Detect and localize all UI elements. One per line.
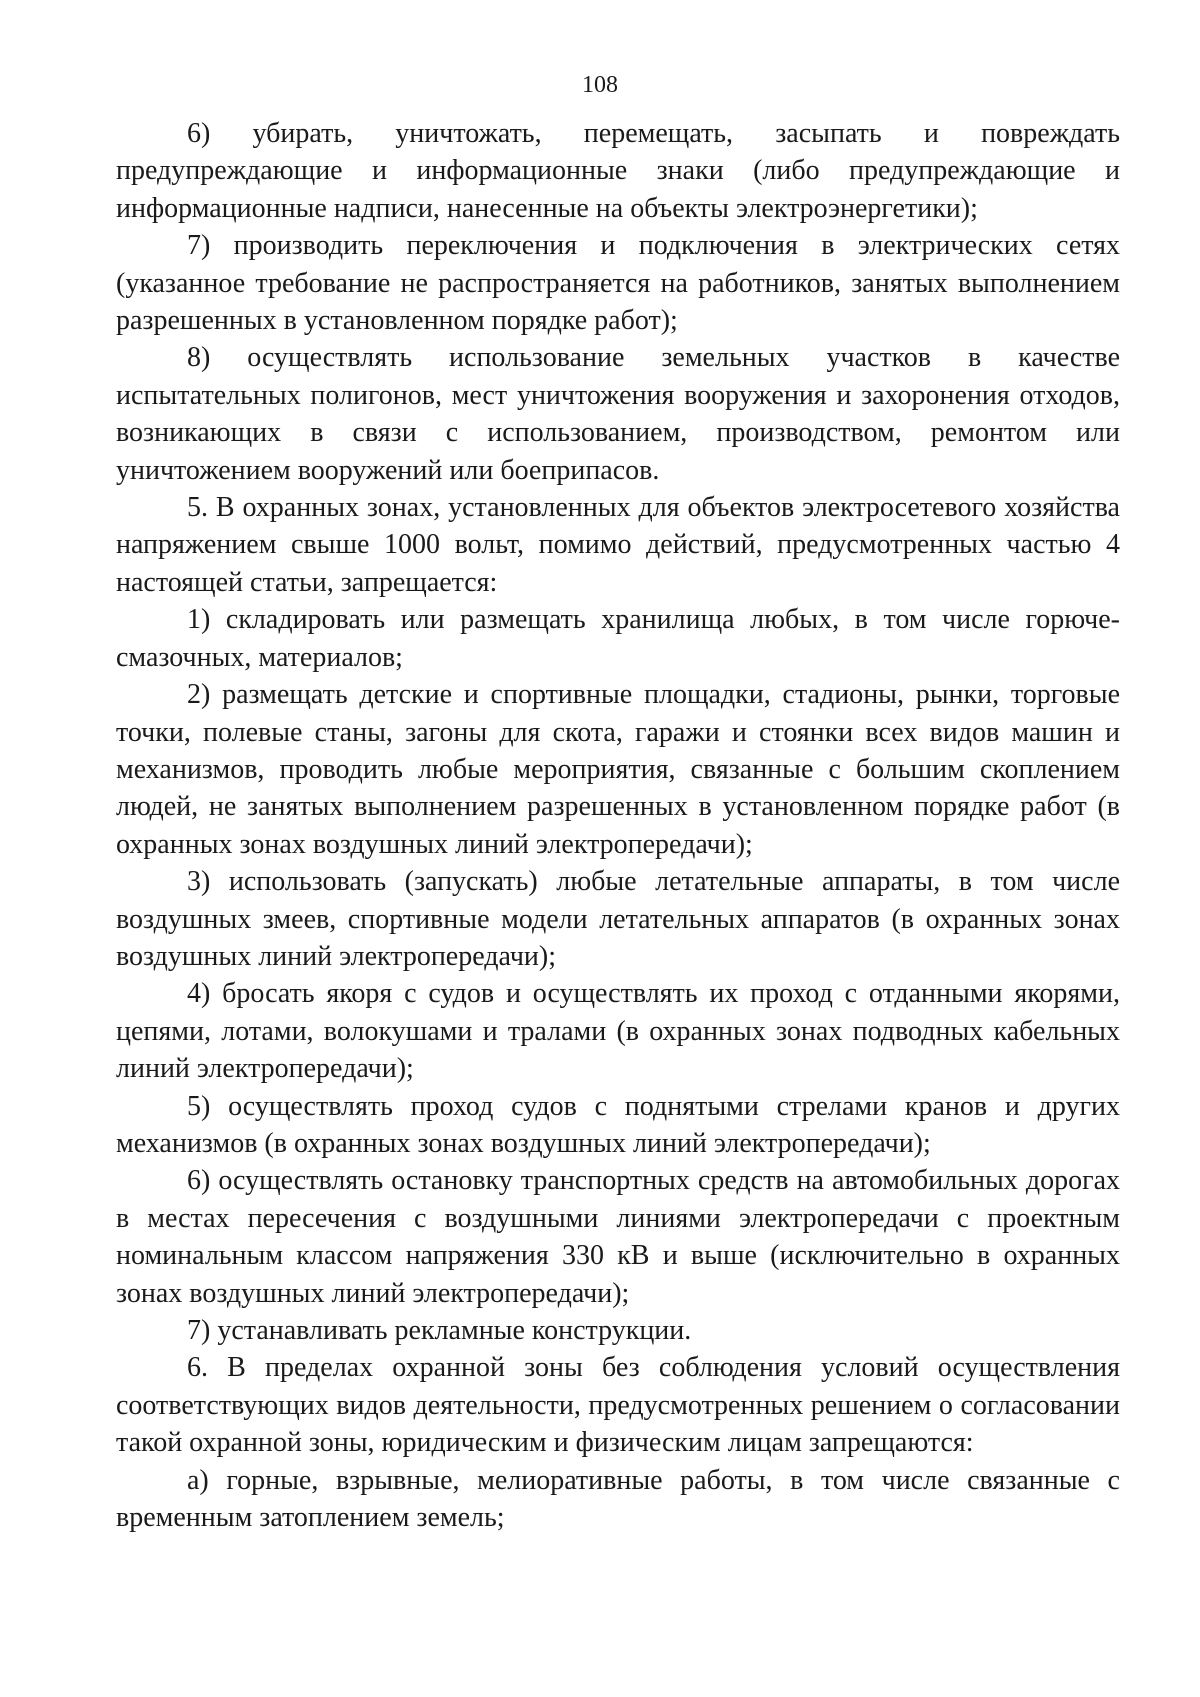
paragraph-item-7-advertising: 7) устанавливать рекламные конструкции. [187,1315,692,1346]
paragraph-item-3-aircraft: 3) использовать (запускать) любые летательные аппараты, в том числе воздушных змеев, спортивные модели летательных аппаратов (в охранных зонах воздушных линий электропередачи); [116,866,1120,972]
paragraph-item-2-playgrounds: 2) размещать детские и спортивные площадки, стадионы, рынки, торговые точки, полевые станы, загоны для скота, гаражи и стоянки всех видов машин и механизмов, проводить любые мероприятия, связанные с большим скоплением людей, не занятых выполнением разрешенных в установленном порядке работ (в охранных зонах воздушных линий электропередачи); [116,679,1120,860]
paragraph-item-4-anchors: 4) бросать якоря с судов и осуществлять их проход с отданными якорями, цепями, лотами, волокушами и тралами (в охранных зонах подводных кабельных линий электропередачи); [116,978,1120,1085]
paragraph-item-6-warning-signs: 6) убирать, уничтожать, перемещать, засыпать и повреждать предупреждающие и информационные знаки (либо предупреждающие и информационные надписи, нанесенные на объекты электроэнергетики); [116,118,1120,224]
paragraph-item-8-land-use: 8) осуществлять использование земельных участков в качестве испытательных полигонов, мест уничтожения вооружения и захоронения отходов, возникающих в связи с использованием, производством, ремонтом или уничтожением вооружений или боеприпасов. [116,342,1120,486]
paragraph-item-5-vessels: 5) осуществлять проход судов с поднятыми стрелами кранов и других механизмов (в охранных зонах воздушных линий электропередачи); [116,1090,1120,1159]
paragraph-section-6: 6. В пределах охранной зоны без соблюдения условий осуществления соответствующих видов деятельности, предусмотренных решением о согласовании такой охранной зоны, юридическим и физическим лицам запрещаются: [116,1352,1120,1459]
document-body [116,115,1120,1536]
paragraph-section-5: 5. В охранных зонах, установленных для объектов электросетевого хозяйства напряжением свыше 1000 вольт, помимо действий, предусмотренных частью 4 настоящей статьи, запрещается: [116,492,1120,598]
paragraph-item-a-mining: а) горные, взрывные, мелиоративные работы, в том числе связанные с временным затоплением земель; [116,1464,1120,1534]
paragraph-item-7-switching: 7) производить переключения и подключения в электрических сетях (указанное требование не распространяется на работников, занятых выполнением разрешенных в установленном порядке работ); [116,230,1120,337]
paragraph-item-1-storage: 1) складировать или размещать хранилища любых, в том числе горюче-смазочных, материалов; [116,604,1120,673]
paragraph-item-6-vehicles: 6) осуществлять остановку транспортных средств на автомобильных дорогах в местах пересечения с воздушными линиями электропередачи с проектным номинальным классом напряжения 330 кВ и выше (исключительно в охранных зонах воздушных линий электропередачи); [116,1165,1120,1309]
page-number: 108 [582,72,618,98]
